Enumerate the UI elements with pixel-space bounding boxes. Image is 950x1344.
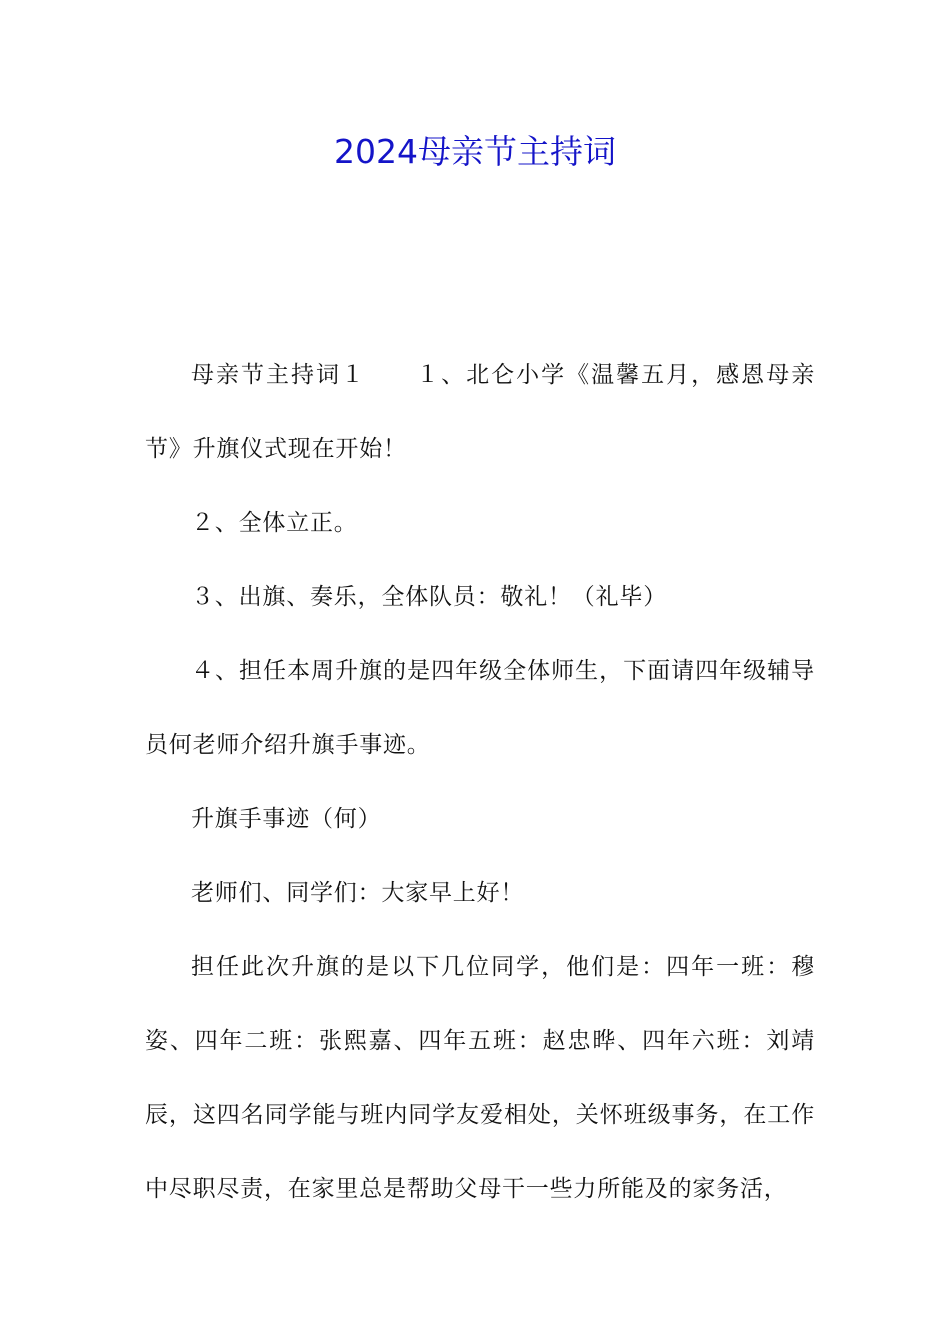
document-body bbox=[145, 338, 815, 1226]
paragraph-6: 老师们、同学们：大家早上好！ bbox=[191, 880, 525, 906]
paragraph-3: ３、出旗、奏乐，全体队员：敬礼！（礼毕） bbox=[191, 584, 667, 610]
paragraph-5: 升旗手事迹（何） bbox=[191, 806, 382, 832]
document-title: 2024母亲节主持词 bbox=[334, 132, 616, 171]
paragraph-7: 担任此次升旗的是以下几位同学，他们是：四年一班：穆姿、四年二班：张熙嘉、四年五班：赵忠晔、四年六班：刘靖辰，这四名同学能与班内同学友爱相处，关怀班级事务，在工作中尽职尽责，在家里总是帮助父母干一些力所能及的家务活， bbox=[145, 954, 815, 1202]
paragraph-1: 母亲节主持词１ １、北仑小学《温馨五月，感恩母亲节》升旗仪式现在开始！ bbox=[145, 362, 815, 462]
paragraph-4: ４、担任本周升旗的是四年级全体师生，下面请四年级辅导员何老师介绍升旗手事迹。 bbox=[145, 658, 815, 758]
paragraph-2: ２、全体立正。 bbox=[191, 510, 358, 536]
